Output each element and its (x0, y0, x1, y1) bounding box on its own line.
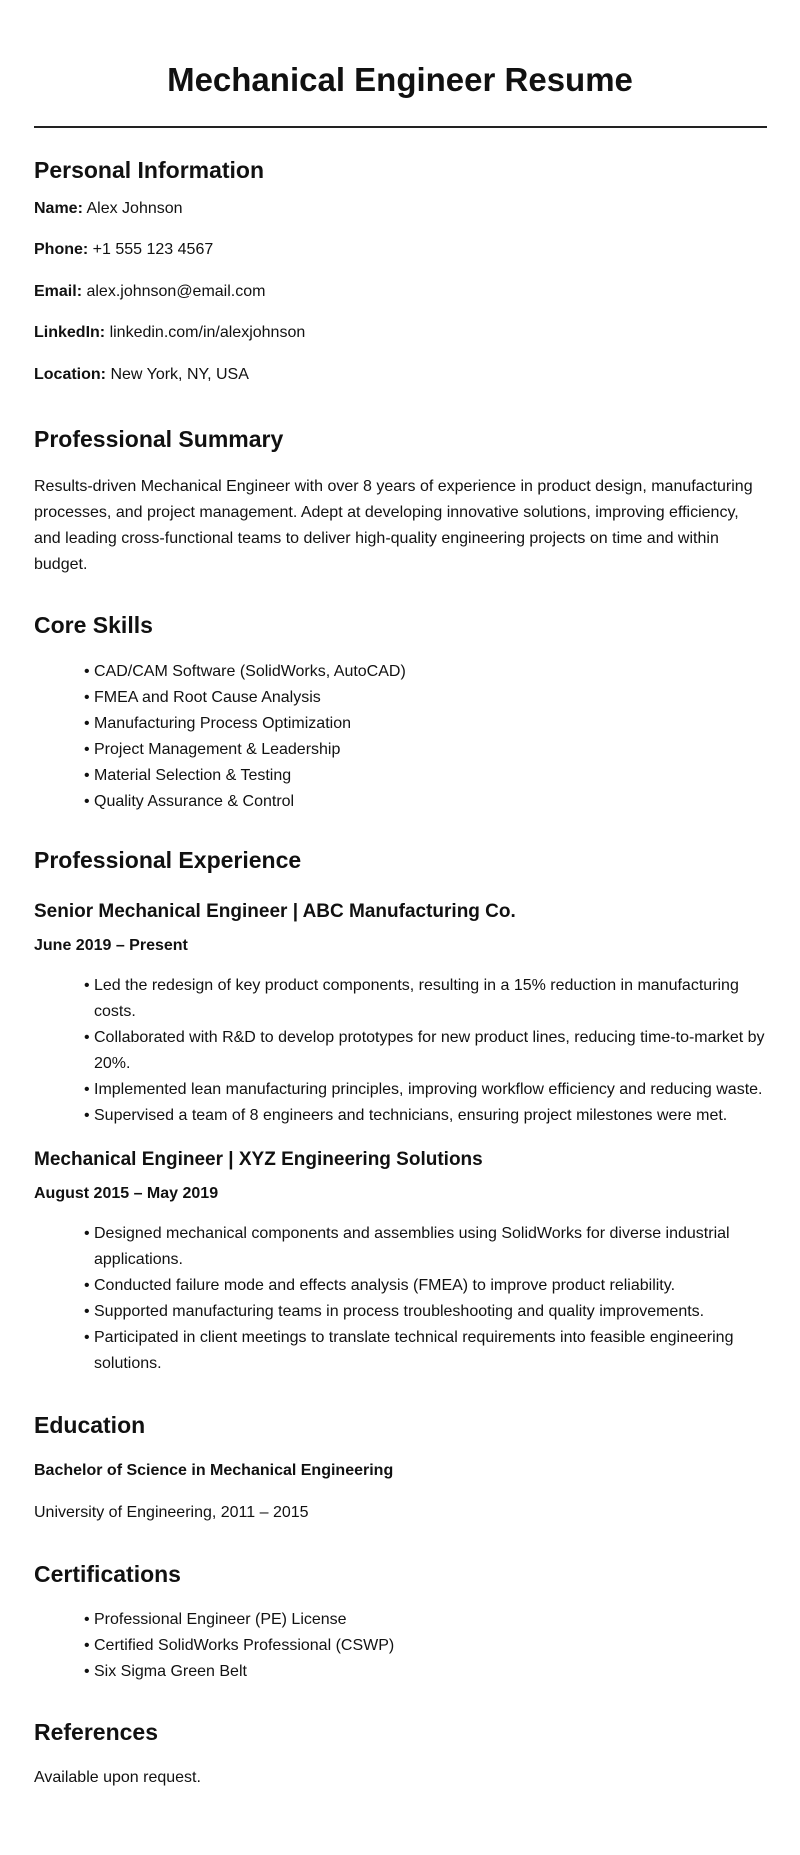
skill-item: • Quality Assurance & Control (84, 789, 774, 815)
job-dates: August 2015 – May 2019 (34, 1185, 219, 1202)
job-bullet: • Implemented lean manufacturing principles, improving workflow efficiency and reducing waste. (84, 1077, 774, 1103)
skill-item: • Material Selection & Testing (84, 763, 774, 789)
references-heading: References (34, 1719, 159, 1745)
email-field (34, 282, 265, 302)
skill-item: • CAD/CAM Software (SolidWorks, AutoCAD) (84, 659, 774, 685)
job-bullet: • Conducted failure mode and effects analysis (FMEA) to improve product reliability. (84, 1273, 774, 1299)
phone-field (34, 240, 213, 260)
job-bullet: • Supported manufacturing teams in process troubleshooting and quality improvements. (84, 1299, 774, 1325)
page-title: Mechanical Engineer Resume (167, 61, 633, 98)
job-bullet: • Designed mechanical components and assemblies using SolidWorks for diverse industrial applications. (84, 1221, 774, 1273)
skills-heading: Core Skills (34, 612, 153, 638)
job-bullet: • Participated in client meetings to translate technical requirements into feasible engineering solutions. (84, 1325, 774, 1377)
linkedin-field (34, 323, 305, 343)
job-dates: June 2019 – Present (34, 937, 188, 954)
certification-item: • Six Sigma Green Belt (84, 1659, 774, 1685)
skill-item: • FMEA and Root Cause Analysis (84, 685, 774, 711)
phone-label: Phone: (34, 241, 89, 258)
school-info: University of Engineering, 2011 – 2015 (34, 1504, 309, 1521)
references-text: Available upon request. (34, 1769, 201, 1786)
degree-title: Bachelor of Science in Mechanical Engineering (34, 1462, 394, 1479)
job-bullet: • Led the redesign of key product components, resulting in a 15% reduction in manufacturing costs. (84, 973, 774, 1025)
email-value: alex.johnson@email.com (86, 283, 266, 300)
linkedin-label: LinkedIn: (34, 324, 106, 341)
job-bullets (84, 973, 774, 1129)
certifications-heading: Certifications (34, 1561, 181, 1587)
skill-item: • Manufacturing Process Optimization (84, 711, 774, 737)
location-value: New York, NY, USA (110, 366, 249, 383)
job-bullet: • Supervised a team of 8 engineers and technicians, ensuring project milestones were met. (84, 1103, 774, 1129)
linkedin-value: linkedin.com/in/alexjohnson (109, 324, 306, 341)
email-label: Email: (34, 283, 83, 300)
job-title: Senior Mechanical Engineer | ABC Manufacturing Co. (34, 901, 516, 922)
job-title: Mechanical Engineer | XYZ Engineering Solutions (34, 1149, 483, 1170)
title-divider (34, 126, 767, 128)
name-label: Name: (34, 200, 83, 217)
job-bullets (84, 1221, 774, 1377)
experience-heading: Professional Experience (34, 847, 302, 873)
location-field (34, 365, 249, 385)
certification-item: • Certified SolidWorks Professional (CSWP) (84, 1633, 774, 1659)
summary-heading: Professional Summary (34, 426, 284, 452)
personal-info-heading: Personal Information (34, 157, 265, 183)
name-field (34, 199, 183, 219)
job-bullet: • Collaborated with R&D to develop prototypes for new product lines, reducing time-to-market by 20%. (84, 1025, 774, 1077)
location-label: Location: (34, 366, 106, 383)
phone-value: +1 555 123 4567 (92, 241, 214, 258)
skills-list (84, 659, 774, 815)
certification-item: • Professional Engineer (PE) License (84, 1607, 774, 1633)
name-value: Alex Johnson (86, 200, 183, 217)
skill-item: • Project Management & Leadership (84, 737, 774, 763)
summary-text: Results-driven Mechanical Engineer with over 8 years of experience in product design, manufacturing processes, and project management. Adept at developing innovative solutions, improving efficiency, and leading cross-functional teams to deliver high-quality engineering projects on time and within budget. (34, 478, 753, 573)
certifications-list (84, 1607, 774, 1685)
education-heading: Education (34, 1412, 146, 1438)
